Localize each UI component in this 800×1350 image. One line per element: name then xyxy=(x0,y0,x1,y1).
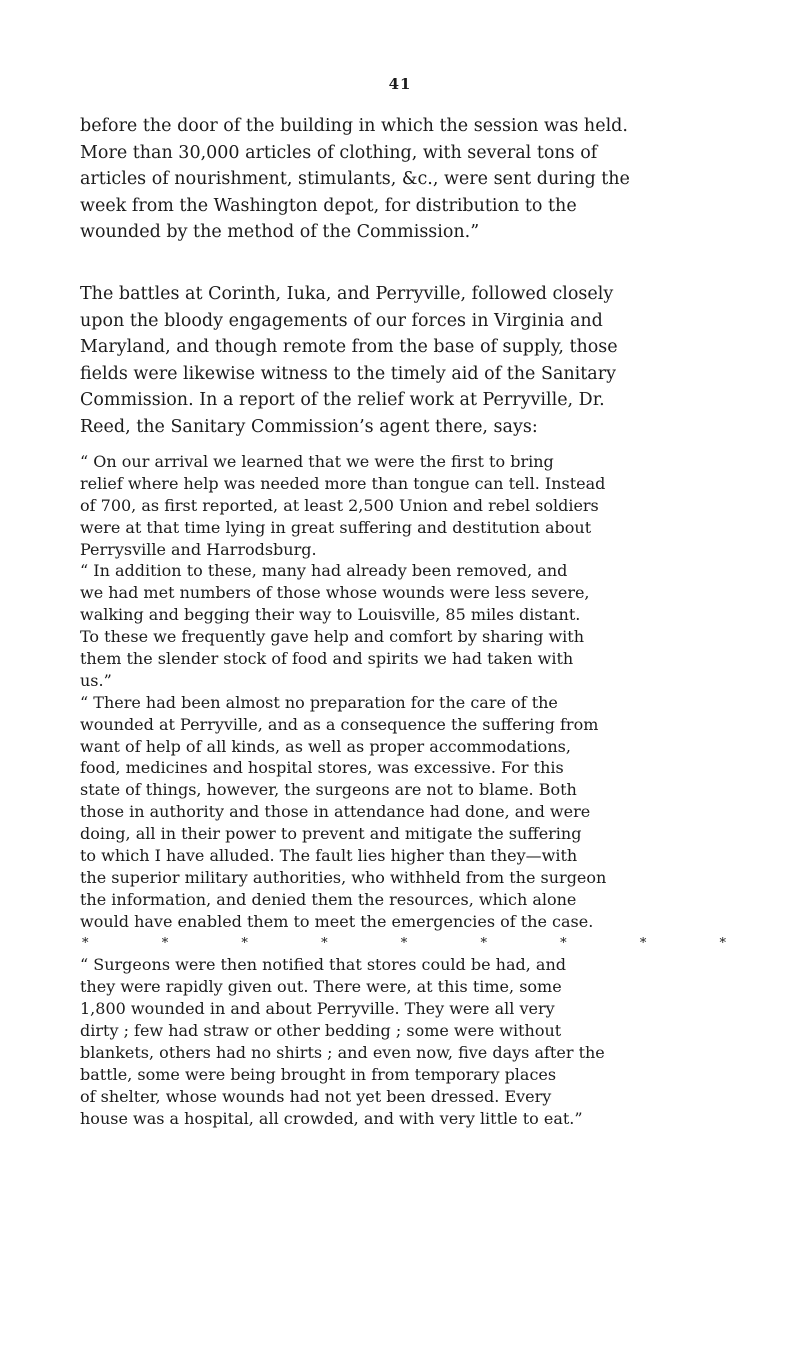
text-line: want of help of all kinds, as well as proper accommodations, xyxy=(80,736,571,756)
text-line: fields were likewise witness to the timely aid of the Sanitary xyxy=(80,363,616,384)
text-line: they were rapidly given out. There were, at this time, some xyxy=(80,977,562,997)
text-line: walking and begging their way to Louisville, 85 miles distant. xyxy=(80,605,581,625)
text-line: wounded by the method of the Commission.” xyxy=(80,222,480,242)
quoted-report xyxy=(80,451,730,1130)
text-line: “ There had been almost no preparation for the care of the xyxy=(80,692,558,712)
text-line: 1,800 wounded in and about Perryville. They were all very xyxy=(80,999,555,1019)
text-line: blankets, others had no shirts ; and even now, five days after the xyxy=(80,1043,605,1063)
text-line: to which I have alluded. The fault lies higher than they—with xyxy=(80,846,578,866)
text-line: the superior military authorities, who withheld from the surgeon xyxy=(80,867,607,887)
text-line: week from the Washington depot, for distribution to the xyxy=(80,195,577,216)
text-line: of shelter, whose wounds had not yet been dressed. Every xyxy=(80,1086,552,1106)
asterisk: * xyxy=(321,935,328,951)
text-line: would have enabled them to meet the emergencies of the case. xyxy=(80,911,594,931)
page-number: 41 xyxy=(388,75,412,93)
text-line: them the slender stock of food and spirits we had taken with xyxy=(80,649,574,669)
text-line: “ In addition to these, many had already been removed, and xyxy=(80,561,568,581)
text-line: Maryland, and though remote from the base of supply, those xyxy=(80,337,618,357)
asterisk: * xyxy=(161,935,169,951)
text-line: Reed, the Sanitary Commission’s agent there, says: xyxy=(80,416,538,437)
text-line: before the door of the building in which the session was held. xyxy=(80,116,628,136)
asterisk: * xyxy=(639,935,647,951)
text-line: doing, all in their power to prevent and mitigate the suffering xyxy=(80,824,582,844)
text-line: food, medicines and hospital stores, was excessive. For this xyxy=(80,758,564,778)
paragraph-1 xyxy=(80,113,730,246)
text-line: state of things, however, the surgeons are not to blame. Both xyxy=(80,780,577,800)
text-line: us.” xyxy=(80,670,112,690)
text-line: house was a hospital, all crowded, and with very little to eat.” xyxy=(80,1108,583,1128)
asterisk: * xyxy=(82,935,89,951)
text-line: wounded at Perryville, and as a consequence the suffering from xyxy=(80,714,599,734)
text-line: More than 30,000 articles of clothing, with several tons of xyxy=(80,142,598,163)
text-line: dirty ; few had straw or other bedding ; some were without xyxy=(80,1021,562,1041)
asterisk: * xyxy=(719,935,726,951)
text-line: we had met numbers of those whose wounds were less severe, xyxy=(80,583,590,603)
text-line: The battles at Corinth, Iuka, and Perryville, followed closely xyxy=(80,284,614,304)
text-line: To these we frequently gave help and comfort by sharing with xyxy=(80,627,585,647)
text-line: upon the bloody engagements of our forces in Virginia and xyxy=(80,310,603,331)
text-line: of 700, as first reported, at least 2,500 Union and rebel soldiers xyxy=(80,495,599,515)
text-line: relief where help was needed more than tongue can tell. Instead xyxy=(80,473,606,493)
paragraph-2 xyxy=(80,281,730,440)
text-line: were at that time lying in great suffering and destitution about xyxy=(80,517,592,537)
asterism-ellipsis xyxy=(80,933,730,955)
text-line: articles of nourishment, stimulants, &c., were sent during the xyxy=(80,169,630,189)
text-line: battle, some were being brought in from temporary places xyxy=(80,1064,557,1084)
asterisk: * xyxy=(560,935,567,951)
text-line: the information, and denied them the resources, which alone xyxy=(80,889,577,909)
text-line: “ On our arrival we learned that we were the first to bring xyxy=(80,452,554,471)
asterisk: * xyxy=(241,935,248,951)
asterisk: * xyxy=(480,935,487,951)
text-line: “ Surgeons were then notified that stores could be had, and xyxy=(80,955,566,975)
text-line: Commission. In a report of the relief work at Perryville, Dr. xyxy=(80,390,605,410)
text-line: those in authority and those in attendance had done, and were xyxy=(80,802,591,822)
asterisk: * xyxy=(400,935,408,951)
text-line: Perrysville and Harrodsburg. xyxy=(80,539,317,559)
